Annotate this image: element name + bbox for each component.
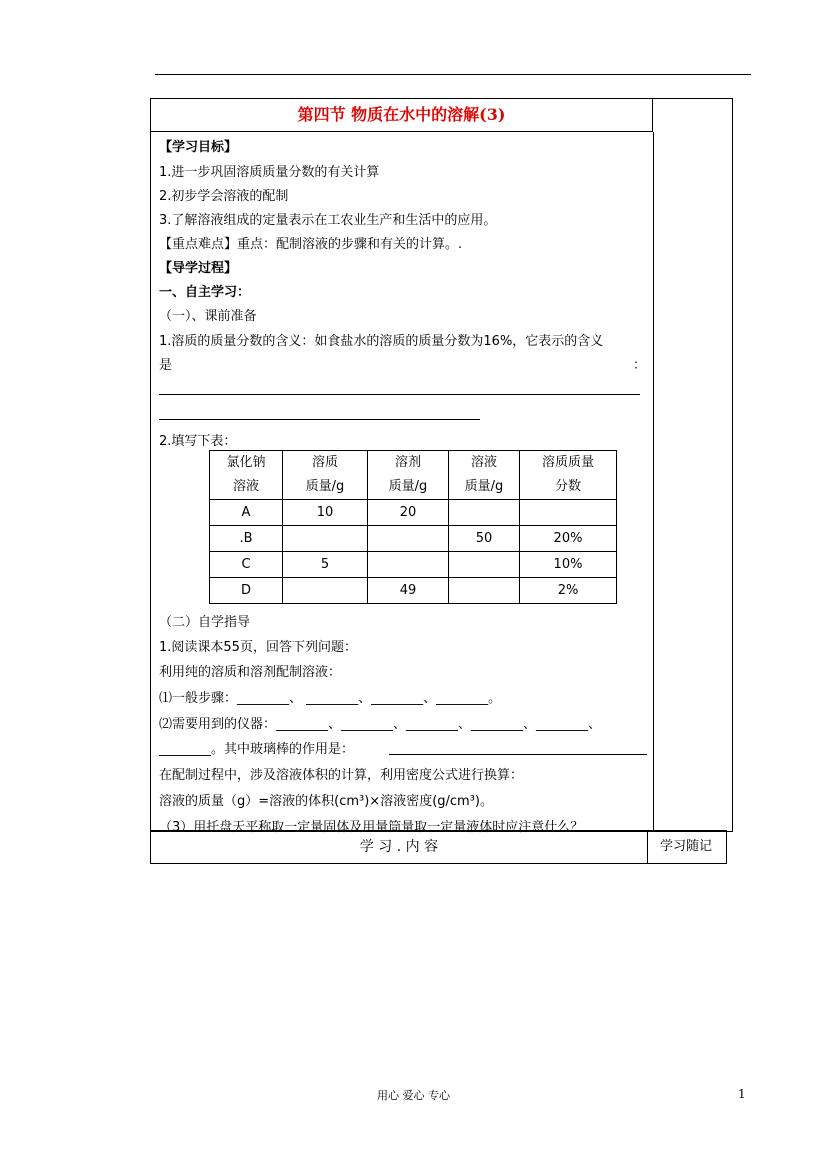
table-cell[interactable] (368, 526, 449, 552)
table-cell: 50 (449, 526, 520, 552)
header-cell: 氯化钠 溶液 (210, 451, 283, 500)
process-header: 【导学过程】 (159, 261, 238, 276)
table-cell: 5 (283, 552, 368, 578)
worksheet-frame (150, 98, 733, 835)
table-cell[interactable] (368, 552, 449, 578)
page-number: 1 (738, 1087, 746, 1101)
page-title: 第四节 物质在水中的溶解(3) (151, 99, 653, 132)
table-cell: 49 (368, 578, 449, 604)
table-cell[interactable] (449, 500, 520, 526)
header-cell: 溶剂 质量/g (368, 451, 449, 500)
steps-question[interactable]: ⑴一般步骤：________、 ________、________、________。 (159, 691, 502, 706)
objective-3: 3.了解溶液组成的定量表示在工农业生产和生活中的应用。 (159, 213, 497, 228)
notes-label: 学习随记 (646, 830, 727, 864)
question-1-cont: 是 (159, 358, 173, 373)
formula-text: 溶液的质量（g）=溶液的体积(cm³)×溶液密度(g/cm³)。 (159, 794, 494, 809)
table-header-row (210, 451, 617, 500)
question-1: 1.溶质的质量分数的含义：如食盐水的溶质的质量分数为16%，它表示的含义 (159, 334, 604, 349)
objectives-header: 【学习目标】 (159, 140, 238, 155)
key-points: 【重点难点】重点：配制溶液的步骤和有关的计算。. (159, 237, 463, 252)
header-cell: 溶质 质量/g (283, 451, 368, 500)
header-rule (155, 74, 751, 75)
table-cell[interactable] (449, 552, 520, 578)
header-cell: 溶质质量 分数 (520, 451, 617, 500)
section-self-study: 一、自主学习： (159, 285, 251, 300)
answer-line-2[interactable] (159, 419, 480, 420)
question-3: （3）用托盘天平称取一定量固体及用量筒量取一定量液体时应注意什么？ (159, 820, 584, 835)
table-cell: D (210, 578, 283, 604)
table-cell: 10 (283, 500, 368, 526)
read-instruction: 1.阅读课本55页，回答下列问题： (159, 640, 357, 655)
content-label: 学 习 . 内 容 (150, 830, 648, 864)
table-cell[interactable] (283, 526, 368, 552)
sub-guidance: （二）自学指导 (159, 615, 251, 630)
table-cell: 20% (520, 526, 617, 552)
instruments-question-cont[interactable]: ________。其中玻璃棒的作用是： (159, 742, 355, 757)
instruments-question[interactable]: ⑵需要用到的仪器：________、________、________、________、________、 (159, 717, 602, 732)
table-row (210, 552, 617, 578)
table-cell: .B (210, 526, 283, 552)
table-row (210, 578, 617, 604)
table-row (210, 500, 617, 526)
table-cell: 2% (520, 578, 617, 604)
notes-column-divider (653, 132, 654, 831)
use-instruction: 利用纯的溶质和溶剂配制溶液： (159, 665, 342, 680)
table-cell: A (210, 500, 283, 526)
table-cell[interactable] (449, 578, 520, 604)
table-row (210, 526, 617, 552)
objective-2: 2.初步学会溶液的配制 (159, 189, 289, 204)
table-cell: C (210, 552, 283, 578)
page-footer: 用心 爱心 专心 (377, 1089, 450, 1102)
objective-1: 1.进一步巩固溶质质量分数的有关计算 (159, 165, 380, 180)
header-cell: 溶液 质量/g (449, 451, 520, 500)
sub-prep: （一）、课前准备 (159, 309, 257, 324)
table-cell[interactable] (520, 500, 617, 526)
question-1-colon: ： (633, 358, 647, 373)
solution-table (209, 450, 617, 604)
table-cell: 10% (520, 552, 617, 578)
glass-rod-answer-line[interactable] (389, 754, 647, 755)
answer-line-1[interactable] (159, 394, 640, 395)
question-2: 2.填写下表： (159, 434, 237, 449)
table-cell: 20 (368, 500, 449, 526)
volume-calc-text: 在配制过程中，涉及溶液体积的计算，利用密度公式进行换算： (159, 768, 524, 783)
table-cell[interactable] (283, 578, 368, 604)
